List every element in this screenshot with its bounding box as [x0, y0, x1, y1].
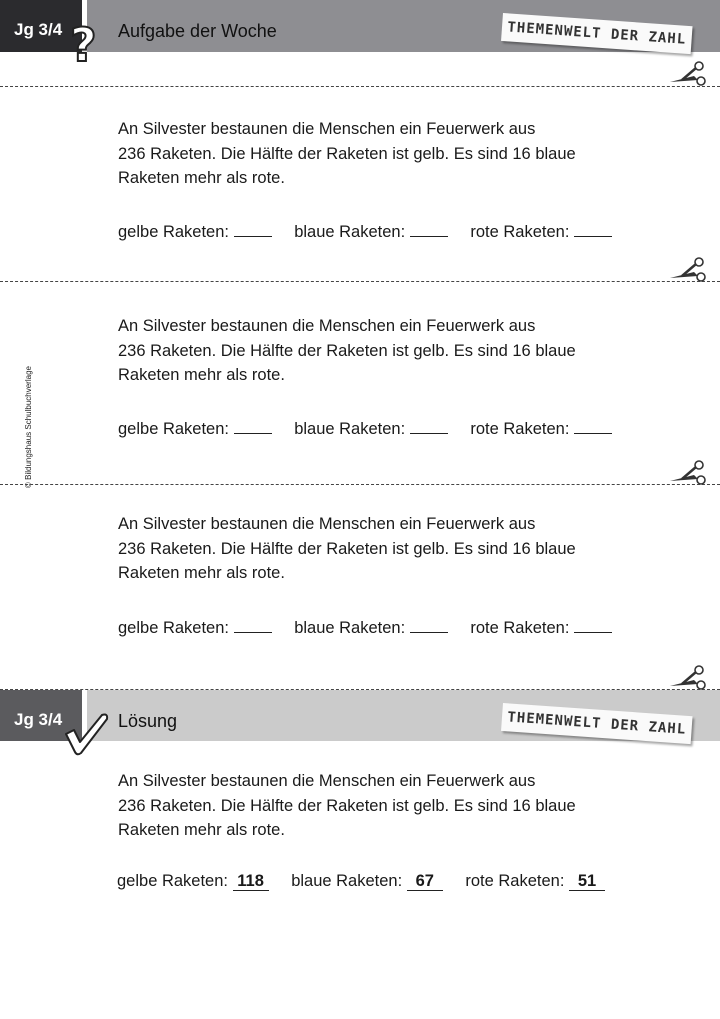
answer-blank[interactable]	[234, 616, 272, 633]
answer-value: 67	[407, 872, 443, 891]
answer-red: rote Raketen: 51	[465, 872, 605, 891]
solution-answer-row	[117, 872, 623, 891]
task-line: An Silvester bestaunen die Menschen ein Feuerwerk aus	[118, 317, 536, 335]
answer-blank[interactable]	[410, 616, 448, 633]
answer-blank[interactable]	[410, 220, 448, 237]
answer-row	[118, 220, 630, 242]
solution-text	[118, 769, 638, 843]
answer-blank[interactable]	[574, 616, 612, 633]
scissors-icon	[668, 664, 708, 692]
answer-value: 118	[233, 872, 269, 891]
task-line: Raketen mehr als rote.	[118, 169, 285, 187]
theme-badge	[501, 703, 692, 744]
task-line: Raketen mehr als rote.	[118, 564, 285, 582]
task-text	[118, 512, 638, 586]
theme-badge-label: THEMENWELT DER ZAHL	[506, 19, 687, 48]
answer-row	[118, 616, 630, 638]
task-line: Raketen mehr als rote.	[118, 366, 285, 384]
copyright-notice: © Bildungshaus Schulbuchverlage	[24, 366, 33, 488]
answer-blank[interactable]	[574, 220, 612, 237]
task-line: An Silvester bestaunen die Menschen ein Feuerwerk aus	[118, 120, 536, 138]
task-text	[118, 314, 638, 388]
scissors-icon	[668, 256, 708, 284]
answer-red: rote Raketen:	[470, 616, 612, 638]
answer-blue: blaue Raketen:	[294, 616, 448, 638]
answer-yellow: gelbe Raketen: 118	[117, 872, 269, 891]
task-line: 236 Raketen. Die Hälfte der Raketen ist gelb. Es sind 16 blaue	[118, 539, 576, 558]
answer-blue: blaue Raketen:	[294, 220, 448, 242]
answer-blank[interactable]	[234, 417, 272, 434]
solution-title: Lösung	[118, 711, 178, 731]
task-line: Raketen mehr als rote.	[118, 821, 285, 839]
answer-red: rote Raketen:	[470, 417, 612, 439]
scissors-icon	[668, 60, 708, 88]
answer-blank[interactable]	[410, 417, 448, 434]
task-line: 236 Raketen. Die Hälfte der Raketen ist gelb. Es sind 16 blaue	[118, 796, 576, 815]
theme-badge	[501, 13, 692, 54]
task-text	[118, 117, 638, 191]
answer-blank[interactable]	[574, 417, 612, 434]
page-title: Aufgabe der Woche	[118, 21, 277, 41]
task-line: An Silvester bestaunen die Menschen ein Feuerwerk aus	[118, 515, 536, 533]
cut-line	[0, 484, 720, 485]
checkmark-icon	[64, 712, 110, 756]
answer-blank[interactable]	[234, 220, 272, 237]
theme-badge-label: THEMENWELT DER ZAHL	[506, 709, 687, 738]
task-header	[0, 0, 720, 52]
grade-label: Jg 3/4	[14, 20, 63, 39]
cut-line	[0, 281, 720, 282]
answer-blue: blaue Raketen: 67	[291, 872, 443, 891]
answer-blue: blaue Raketen:	[294, 417, 448, 439]
answer-yellow: gelbe Raketen:	[118, 220, 272, 242]
answer-red: rote Raketen:	[470, 220, 612, 242]
cut-line	[0, 86, 720, 87]
scissors-icon	[668, 459, 708, 487]
task-line: 236 Raketen. Die Hälfte der Raketen ist gelb. Es sind 16 blaue	[118, 144, 576, 163]
task-line: An Silvester bestaunen die Menschen ein Feuerwerk aus	[118, 772, 536, 790]
answer-value: 51	[569, 872, 605, 891]
answer-row	[118, 417, 630, 439]
answer-yellow: gelbe Raketen:	[118, 616, 272, 638]
answer-yellow: gelbe Raketen:	[118, 417, 272, 439]
task-line: 236 Raketen. Die Hälfte der Raketen ist gelb. Es sind 16 blaue	[118, 341, 576, 360]
question-mark-icon: ?	[70, 18, 97, 72]
grade-label: Jg 3/4	[14, 710, 63, 729]
